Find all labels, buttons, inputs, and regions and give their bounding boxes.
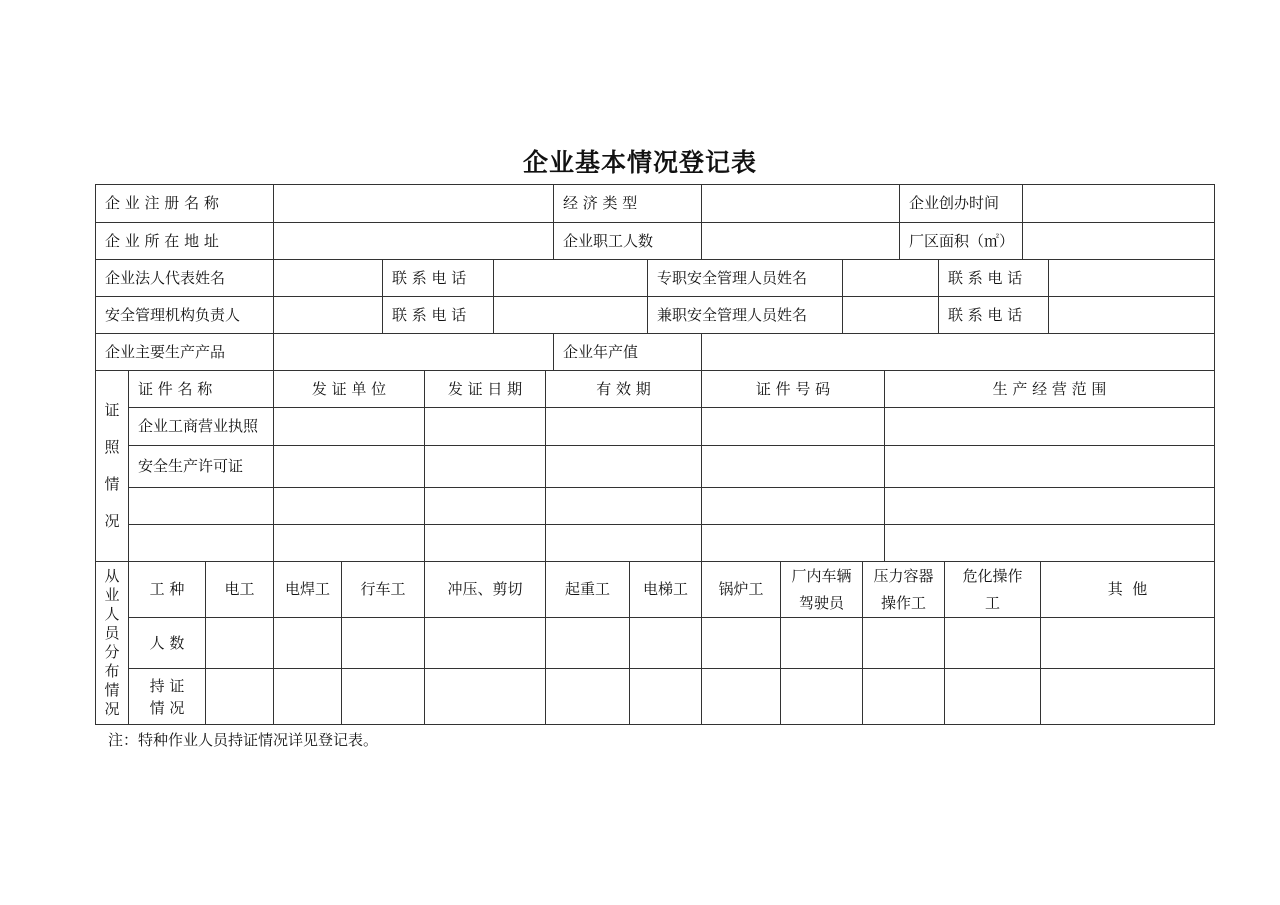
cert-row-cell[interactable] (273, 487, 424, 524)
cert-section-text: 证照情况 (104, 401, 120, 530)
cert-row-cell[interactable] (128, 487, 273, 524)
label-staff-count: 企业职工人数 (553, 222, 701, 259)
field-parttime-safety[interactable] (842, 296, 938, 333)
label-phone-1: 联 系 电 话 (382, 259, 493, 296)
cert-row-cell[interactable] (884, 407, 1214, 445)
worker-cert-label: 持 证 情 况 (128, 668, 205, 724)
field-fulltime-safety[interactable] (842, 259, 938, 296)
worker-type: 其 他 (1040, 561, 1214, 617)
field-safety-head[interactable] (273, 296, 382, 333)
cert-row-cell[interactable] (424, 407, 545, 445)
worker-count-label: 人 数 (128, 617, 205, 668)
field-reg-name[interactable] (273, 184, 553, 222)
cert-row-cell[interactable] (424, 445, 545, 487)
field-phone-3[interactable] (493, 296, 647, 333)
cert-row-cell[interactable] (273, 445, 424, 487)
worker-type: 压力容器操作工 (862, 561, 944, 617)
worker-cert-cell[interactable] (424, 668, 545, 724)
cert-section-label (95, 370, 128, 561)
label-safety-head: 安全管理机构负责人 (95, 296, 273, 333)
field-area[interactable] (1022, 222, 1214, 259)
cert-header-validity: 有 效 期 (545, 370, 701, 407)
cert-row-cell[interactable] (701, 445, 884, 487)
workers-section-text: 从业人员分布情况 (104, 567, 120, 718)
workers-section-label (95, 561, 128, 724)
worker-count-cell[interactable] (862, 617, 944, 668)
field-founded[interactable] (1022, 184, 1214, 222)
cert-row-cell[interactable] (884, 524, 1214, 561)
cert-row-cell[interactable] (545, 407, 701, 445)
cert-header-scope: 生 产 经 营 范 围 (884, 370, 1214, 407)
worker-type: 锅炉工 (701, 561, 780, 617)
worker-count-cell[interactable] (1040, 617, 1214, 668)
field-econ-type[interactable] (701, 184, 899, 222)
cert-row-name: 安全生产许可证 (128, 445, 273, 487)
worker-type: 电梯工 (629, 561, 701, 617)
label-phone-4: 联 系 电 话 (938, 296, 1048, 333)
worker-count-cell[interactable] (273, 617, 341, 668)
cert-row-cell[interactable] (424, 524, 545, 561)
cert-row-cell[interactable] (701, 487, 884, 524)
label-phone-3: 联 系 电 话 (382, 296, 493, 333)
cert-header-number: 证 件 号 码 (701, 370, 884, 407)
worker-count-cell[interactable] (545, 617, 629, 668)
field-staff-count[interactable] (701, 222, 899, 259)
label-founded: 企业创办时间 (899, 184, 1022, 222)
worker-count-cell[interactable] (701, 617, 780, 668)
worker-cert-cell[interactable] (1040, 668, 1214, 724)
table-bottom-border (95, 724, 1215, 725)
field-address[interactable] (273, 222, 553, 259)
cert-row-name: 企业工商营业执照 (128, 407, 273, 445)
worker-cert-cell[interactable] (205, 668, 273, 724)
field-products[interactable] (273, 333, 553, 370)
footnote: 注：特种作业人员持证情况详见登记表。 (108, 731, 379, 749)
label-address: 企 业 所 在 地 址 (95, 222, 273, 259)
worker-cert-cell[interactable] (273, 668, 341, 724)
worker-type: 起重工 (545, 561, 629, 617)
label-legal-rep: 企业法人代表姓名 (95, 259, 273, 296)
label-reg-name: 企 业 注 册 名 称 (95, 184, 273, 222)
label-area: 厂区面积（㎡） (899, 222, 1022, 259)
worker-count-cell[interactable] (944, 617, 1040, 668)
label-phone-2: 联 系 电 话 (938, 259, 1048, 296)
cert-row-cell[interactable] (884, 487, 1214, 524)
worker-type: 冲压、剪切 (424, 561, 545, 617)
label-parttime-safety: 兼职安全管理人员姓名 (647, 296, 842, 333)
worker-count-cell[interactable] (205, 617, 273, 668)
cert-header-date: 发 证 日 期 (424, 370, 545, 407)
field-phone-4[interactable] (1048, 296, 1214, 333)
worker-cert-cell[interactable] (862, 668, 944, 724)
cert-row-cell[interactable] (545, 524, 701, 561)
cert-header-issuer: 发 证 单 位 (273, 370, 424, 407)
worker-type-label: 工 种 (128, 561, 205, 617)
worker-type: 危化操作工 (944, 561, 1040, 617)
cert-row-cell[interactable] (273, 407, 424, 445)
label-fulltime-safety: 专职安全管理人员姓名 (647, 259, 842, 296)
worker-type: 电焊工 (273, 561, 341, 617)
cert-row-cell[interactable] (273, 524, 424, 561)
field-phone-1[interactable] (493, 259, 647, 296)
worker-cert-cell[interactable] (780, 668, 862, 724)
worker-count-cell[interactable] (341, 617, 424, 668)
cert-row-cell[interactable] (545, 487, 701, 524)
cert-row-cell[interactable] (884, 445, 1214, 487)
worker-count-cell[interactable] (629, 617, 701, 668)
label-output-value: 企业年产值 (553, 333, 701, 370)
worker-cert-cell[interactable] (701, 668, 780, 724)
cert-row-cell[interactable] (545, 445, 701, 487)
cert-row-cell[interactable] (701, 407, 884, 445)
worker-cert-cell[interactable] (341, 668, 424, 724)
worker-cert-cell[interactable] (545, 668, 629, 724)
worker-type: 行车工 (341, 561, 424, 617)
worker-type: 电工 (205, 561, 273, 617)
worker-count-cell[interactable] (424, 617, 545, 668)
worker-type: 厂内车辆驾驶员 (780, 561, 862, 617)
label-econ-type: 经 济 类 型 (553, 184, 701, 222)
worker-cert-cell[interactable] (629, 668, 701, 724)
table-right-border (1214, 184, 1215, 725)
form-title: 企业基本情况登记表 (522, 148, 757, 177)
cert-row-cell[interactable] (128, 524, 273, 561)
label-products: 企业主要生产产品 (95, 333, 273, 370)
field-phone-2[interactable] (1048, 259, 1214, 296)
cert-row-cell[interactable] (701, 524, 884, 561)
cert-header-name: 证 件 名 称 (128, 370, 273, 407)
worker-count-cell[interactable] (780, 617, 862, 668)
field-output-value[interactable] (701, 333, 1214, 370)
cert-row-cell[interactable] (424, 487, 545, 524)
field-legal-rep[interactable] (273, 259, 382, 296)
worker-cert-cell[interactable] (944, 668, 1040, 724)
